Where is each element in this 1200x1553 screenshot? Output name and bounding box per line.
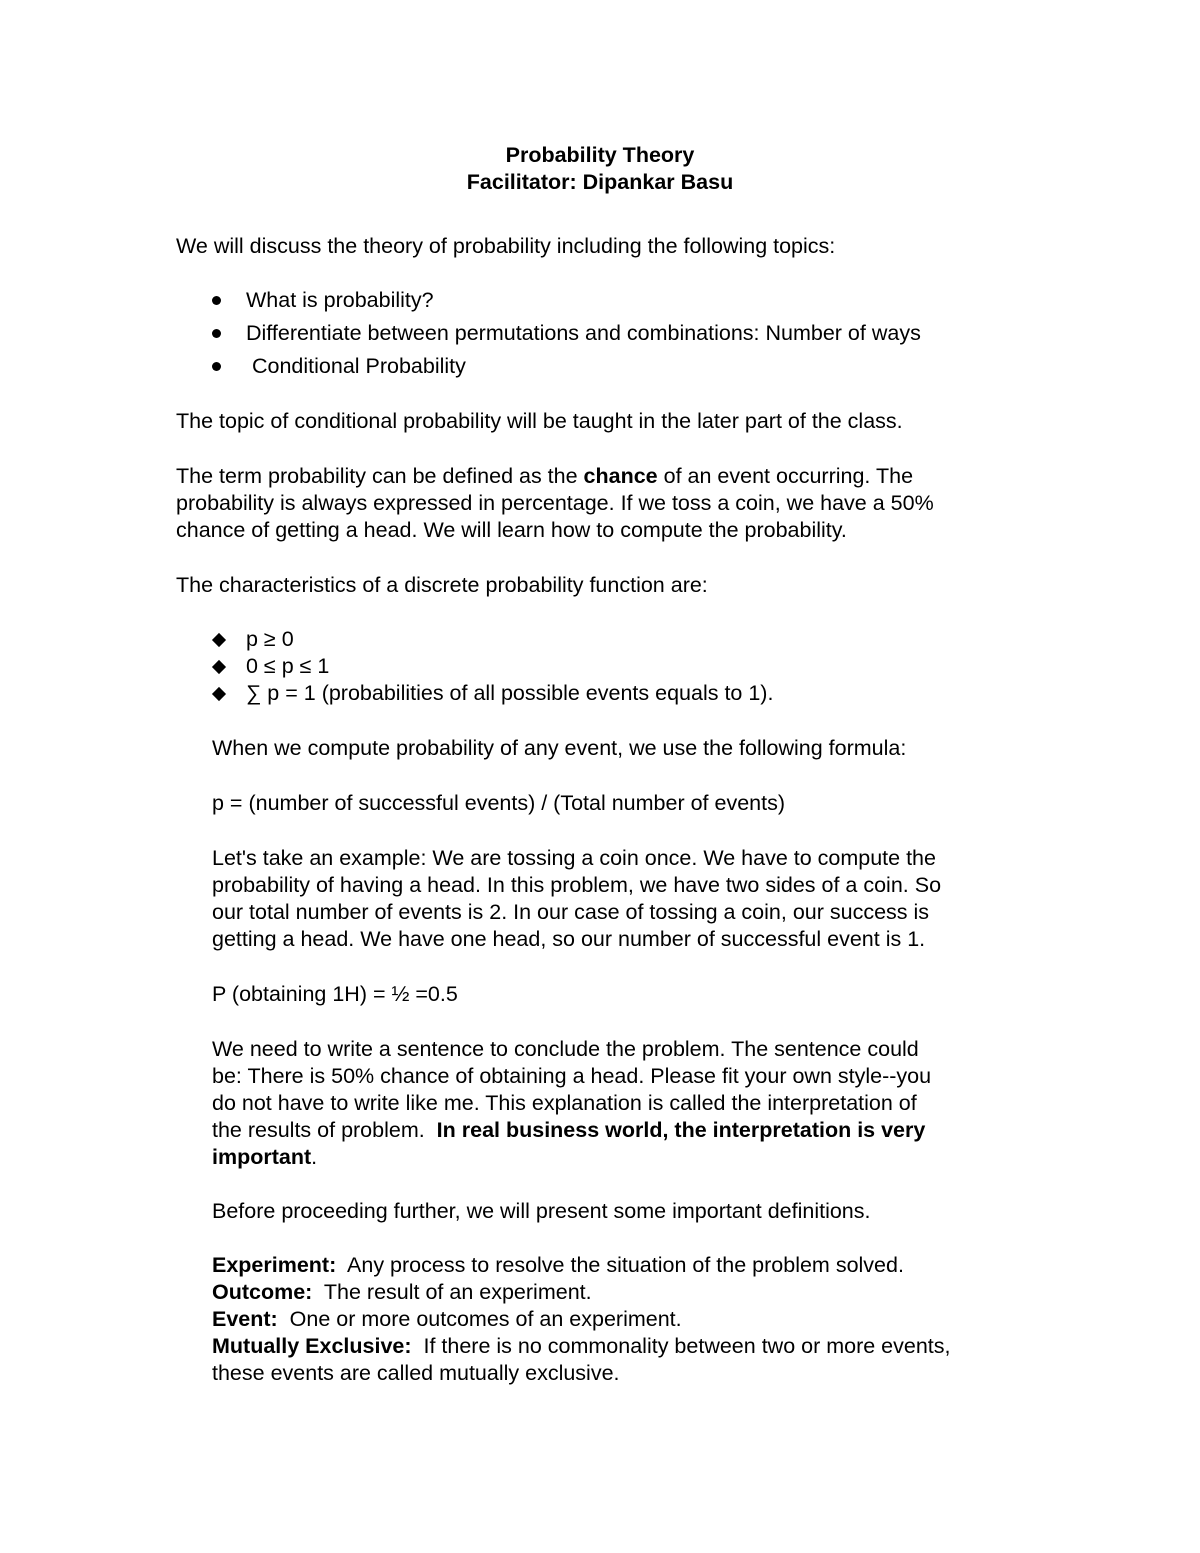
example-line: getting a head. We have one head, so our number of successful event is 1. (212, 927, 926, 951)
definitions-tail: these events are called mutually exclusive. (212, 1361, 620, 1385)
formula: p = (number of successful events) / (Total number of events) (212, 791, 785, 815)
definition-text: of an event occurring. The (657, 464, 914, 488)
later-note-paragraph: The topic of conditional probability will be taught in the later part of the class. (176, 409, 903, 433)
bullet-dot-icon (212, 329, 221, 338)
characteristic-item: p ≥ 0 (246, 627, 294, 651)
definition-description: If there is no commonality between two or more events, (411, 1334, 951, 1358)
bullet-dot-icon (212, 296, 221, 305)
topic-item: Differentiate between permutations and combinations: Number of ways (246, 321, 921, 345)
definition-entry (212, 1252, 904, 1279)
diamond-bullet-icon (212, 633, 226, 647)
definition-term: Mutually Exclusive: (212, 1334, 412, 1358)
definition-line-3: chance of getting a head. We will learn how to compute the probability. (176, 518, 847, 542)
conclusion-text: . (311, 1145, 318, 1169)
conclusion-line-2: be: There is 50% chance of obtaining a head. Please fit your own style--you (212, 1064, 932, 1088)
definitions-intro: Before proceeding further, we will present some important definitions. (212, 1199, 871, 1223)
example-line: our total number of events is 2. In our case of tossing a coin, our success is (212, 900, 930, 924)
conclusion-emphasis: In real business world, the interpretation is very (436, 1118, 926, 1142)
characteristic-item: 0 ≤ p ≤ 1 (246, 654, 330, 678)
bullet-dot-icon (212, 362, 221, 371)
diamond-bullet-icon (212, 687, 226, 701)
definition-term: Outcome: (212, 1280, 313, 1304)
conclusion-text: the results of problem. (212, 1118, 437, 1142)
facilitator-line: Facilitator: Dipankar Basu (466, 170, 734, 194)
page-title: Probability Theory (505, 143, 695, 167)
definition-line-2: probability is always expressed in percentage. If we toss a coin, we have a 50% (176, 491, 934, 515)
definition-term: Experiment: (212, 1253, 337, 1277)
definition-entry (212, 1333, 951, 1360)
conclusion-line-5 (212, 1144, 317, 1171)
conclusion-line-4 (212, 1117, 925, 1144)
characteristic-item: ∑ p = 1 (probabilities of all possible events equals to 1). (246, 681, 774, 705)
intro-paragraph: We will discuss the theory of probability including the following topics: (176, 234, 836, 258)
definition-description: Any process to resolve the situation of the problem solved. (336, 1253, 904, 1277)
result-line: P (obtaining 1H) = ½ =0.5 (212, 982, 458, 1006)
example-line: probability of having a head. In this problem, we have two sides of a coin. So (212, 873, 942, 897)
formula-intro: When we compute probability of any event, we use the following formula: (212, 736, 907, 760)
definition-term: Event: (212, 1307, 278, 1331)
conclusion-line-1: We need to write a sentence to conclude the problem. The sentence could (212, 1037, 919, 1061)
chance-emphasis: chance (583, 464, 658, 488)
definition-entry (212, 1279, 592, 1306)
definition-description: The result of an experiment. (312, 1280, 592, 1304)
topic-item: Conditional Probability (246, 354, 466, 378)
definition-text: The term probability can be defined as the (176, 464, 584, 488)
topic-item: What is probability? (246, 288, 434, 312)
example-line: Let's take an example: We are tossing a coin once. We have to compute the (212, 846, 936, 870)
conclusion-emphasis: important (212, 1145, 312, 1169)
definition-entry (212, 1306, 682, 1333)
characteristics-intro: The characteristics of a discrete probability function are: (176, 573, 708, 597)
conclusion-line-3: do not have to write like me. This explanation is called the interpretation of (212, 1091, 917, 1115)
diamond-bullet-icon (212, 660, 226, 674)
definition-line-1 (176, 463, 913, 490)
definition-description: One or more outcomes of an experiment. (277, 1307, 682, 1331)
